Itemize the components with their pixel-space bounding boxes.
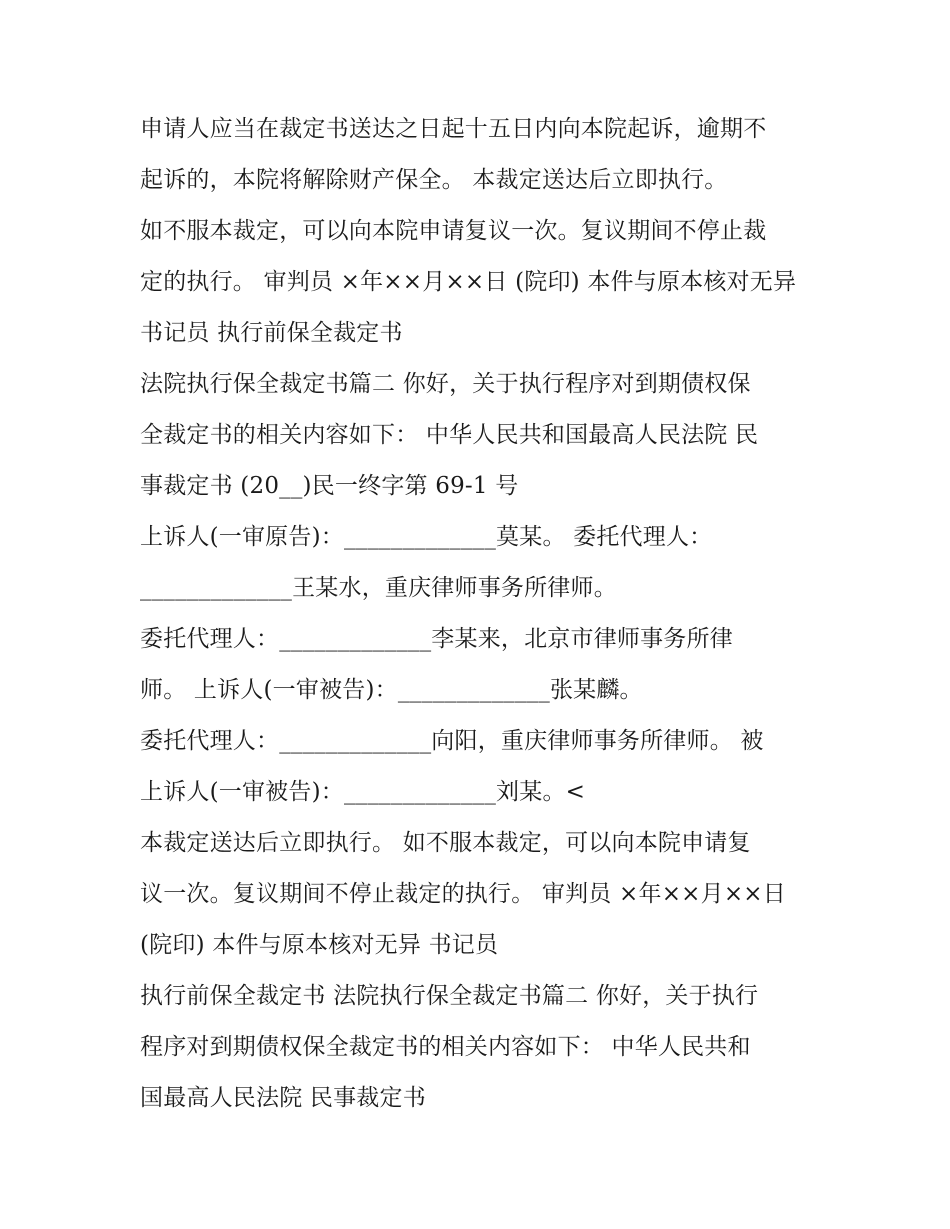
text-line-10: _____________王某水，重庆律师事务所律师。	[140, 575, 617, 601]
text-line-18: 执行前保全裁定书 法院执行保全裁定书篇二 你好，关于执行	[140, 983, 759, 1009]
text-line-8: 事裁定书 (20__)民一终字第 69-1 号	[140, 473, 519, 499]
text-line-2: 起诉的，本院将解除财产保全。 本裁定送达后立即执行。	[140, 167, 728, 193]
text-line-3: 如不服本裁定，可以向本院申请复议一次。复议期间不停止裁	[140, 218, 767, 244]
text-line-5: 书记员 执行前保全裁定书	[140, 320, 403, 346]
text-line-11: 委托代理人：_____________李某来，北京市律师事务所律	[140, 626, 733, 652]
text-line-12: 师。 上诉人(一审被告)：_____________张某麟。	[140, 677, 643, 703]
text-line-1: 申请人应当在裁定书送达之日起十五日内向本院起诉，逾期不	[140, 116, 767, 142]
text-line-15: 本裁定送达后立即执行。 如不服本裁定，可以向本院申请复	[140, 830, 751, 856]
text-line-14: 上诉人(一审被告)：_____________刘某。<	[140, 779, 586, 805]
text-line-16: 议一次。复议期间不停止裁定的执行。 审判员 ×年××月××日	[140, 881, 786, 907]
text-line-7: 全裁定书的相关内容如下： 中华人民共和国最高人民法院 民	[140, 422, 759, 448]
document-body	[140, 104, 820, 1124]
text-line-17: (院印) 本件与原本核对无异 书记员	[140, 932, 499, 958]
text-line-13: 委托代理人：_____________向阳，重庆律师事务所律师。 被	[140, 728, 764, 754]
text-line-9: 上诉人(一审原告)：_____________莫某。 委托代理人：	[140, 524, 713, 550]
text-line-4: 定的执行。 审判员 ×年××月××日 (院印) 本件与原本核对无异	[140, 269, 797, 295]
text-line-20: 国最高人民法院 民事裁定书	[140, 1085, 426, 1111]
text-line-6: 法院执行保全裁定书篇二 你好，关于执行程序对到期债权保	[140, 371, 751, 397]
text-line-19: 程序对到期债权保全裁定书的相关内容如下： 中华人民共和	[140, 1034, 751, 1060]
